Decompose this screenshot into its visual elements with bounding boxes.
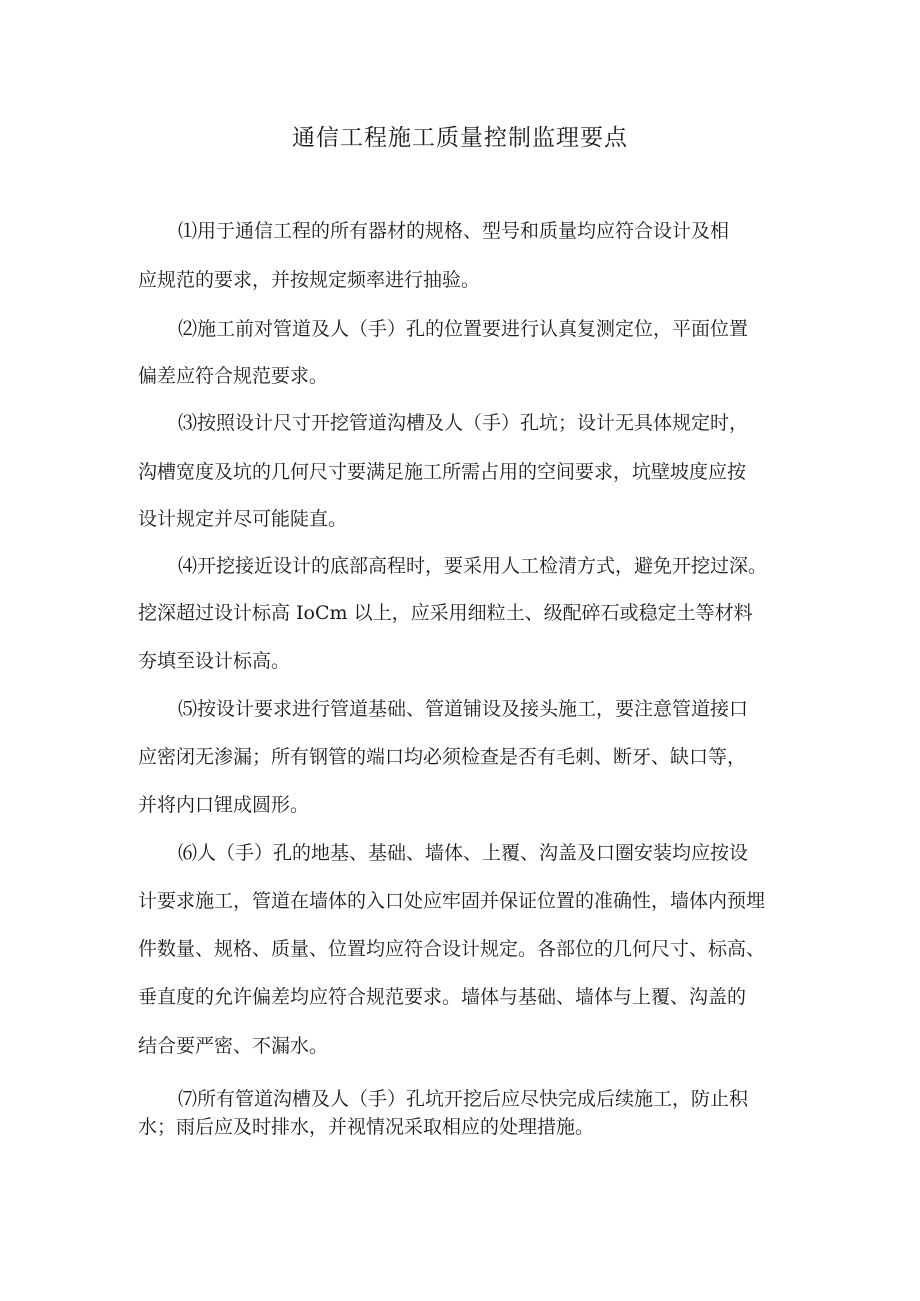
paragraph-6-line-5: 结合要严密、不漏水。	[138, 1035, 329, 1057]
paragraph-1-line-1: ⑴用于通信工程的所有器材的规格、型号和质量均应符合设计及相	[178, 220, 730, 242]
document-title: 通信工程施工质量控制监理要点	[292, 125, 628, 151]
paragraph-1-line-2: 应规范的要求，并按规定频率进行抽验。	[138, 269, 481, 291]
paragraph-3-line-3: 设计规定并尽可能陡直。	[138, 508, 348, 530]
paragraph-4-line-1: ⑷开挖接近设计的底部高程时，要采用人工检清方式，避免开挖过深。	[178, 555, 768, 577]
paragraph-7-line-1: ⑺所有管道沟槽及人（手）孔坑开挖后应尽快完成后续施工，防止积	[178, 1088, 749, 1110]
paragraph-2-line-1: ⑵施工前对管道及人（手）孔的位置要进行认真复测定位，平面位置	[178, 318, 749, 340]
paragraph-6-line-2: 计要求施工，管道在墙体的入口处应牢固并保证位置的准确性，墙体内预埋	[138, 890, 766, 912]
paragraph-6-line-1: ⑹人（手）孔的地基、基础、墙体、上覆、沟盖及口圈安装均应按设	[178, 842, 749, 864]
paragraph-4-line-2: 挖深超过设计标高 IoCm 以上，应采用细粒土、级配碎石或稳定土等材料	[138, 602, 753, 624]
paragraph-3-line-2: 沟槽宽度及坑的几何尺寸要满足施工所需占用的空间要求，坑壁坡度应按	[138, 461, 747, 483]
paragraph-4-line-3: 夯填至设计标高。	[138, 650, 291, 672]
paragraph-5-line-1: ⑸按设计要求进行管道基础、管道铺设及接头施工，要注意管道接口	[178, 698, 749, 720]
paragraph-7-line-2: 水；雨后应及时排水，并视情况采取相应的处理措施。	[138, 1116, 595, 1138]
paragraph-5-line-3: 并将内口锂成圆形。	[138, 794, 310, 816]
paragraph-6-line-3: 件数量、规格、质量、位置均应符合设计规定。各部位的几何尺寸、标高、	[138, 938, 766, 960]
paragraph-5-line-2: 应密闭无渗漏；所有钢管的端口均必须检查是否有毛刺、断牙、缺口等，	[138, 746, 747, 768]
paragraph-6-line-4: 垂直度的允许偏差均应符合规范要求。墙体与基础、墙体与上覆、沟盖的	[138, 986, 747, 1008]
paragraph-2-line-2: 偏差应符合规范要求。	[138, 365, 329, 387]
paragraph-3-line-1: ⑶按照设计尺寸开挖管道沟槽及人（手）孔坑；设计无具体规定时，	[178, 412, 749, 434]
